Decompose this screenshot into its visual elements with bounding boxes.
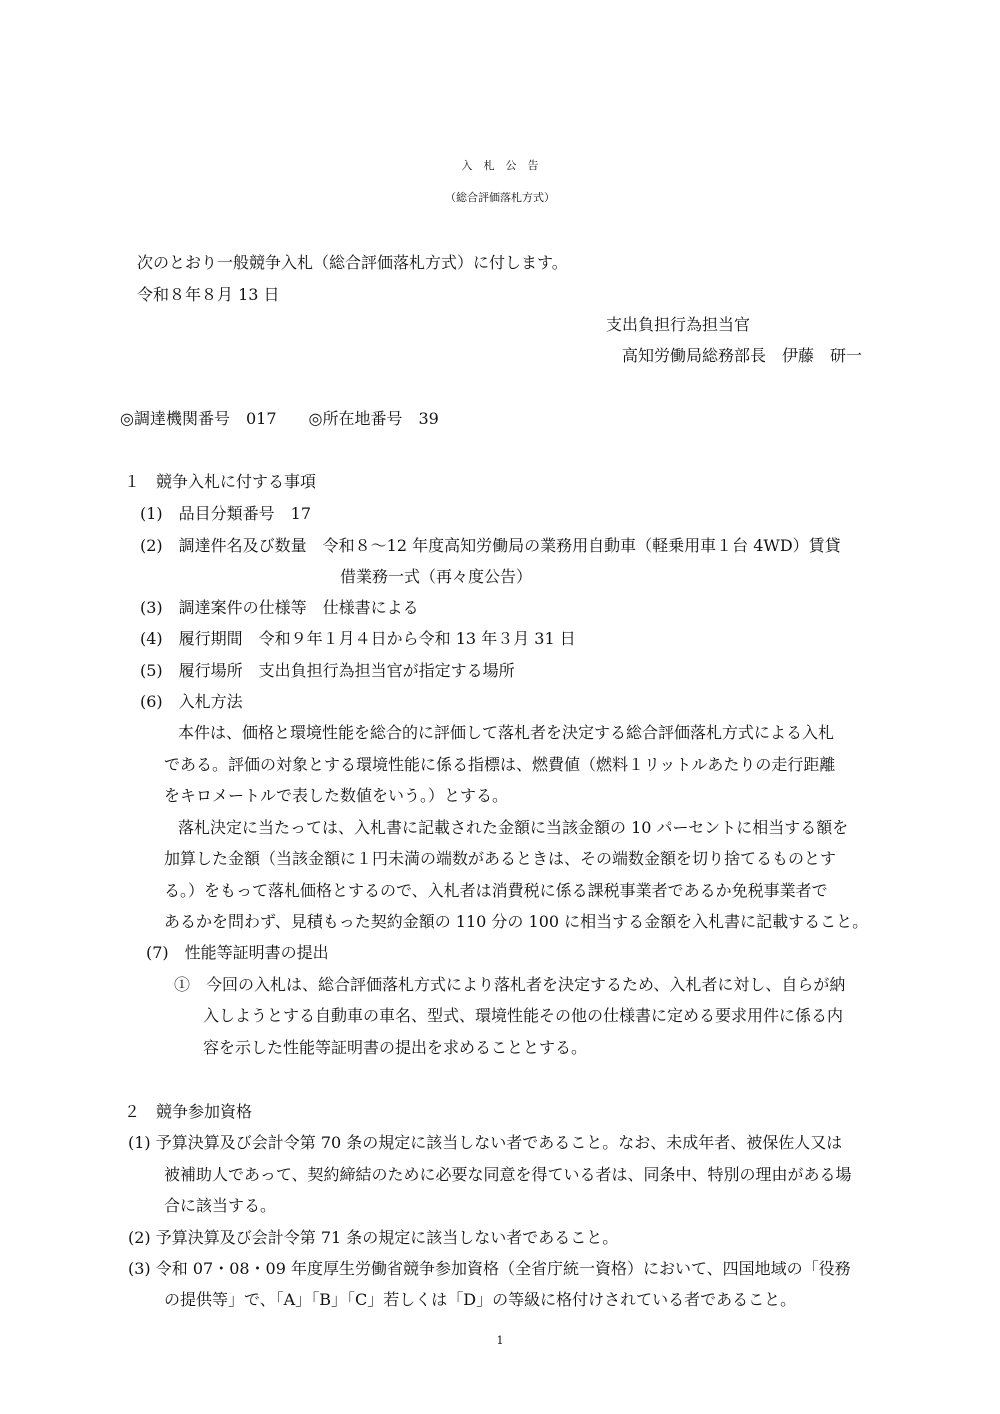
official-title: 支出負担行為担当官: [606, 315, 751, 334]
agency-codes: ◎調達機関番号 017 ◎所在地番号 39: [120, 409, 439, 428]
notice-title: 入 札 公 告: [461, 159, 539, 172]
section1-item3: (3) 調達案件の仕様等 仕様書による: [140, 598, 419, 617]
item7-point1-line2: 入しようとする自動車の車名、型式、環境性能その他の仕様書に定める要求用件に係る内: [203, 1006, 844, 1025]
item6-para1-line2: である。評価の対象とする環境性能に係る指標は、燃費値（燃料１リットルあたりの走行距離: [164, 755, 836, 774]
section2-item3-line2: の提供等」で、「A」「B」「C」若しくは「D」の等級に格付けされている者であること。: [164, 1290, 797, 1309]
section2-item1-line2: 被補助人であって、契約締結のために必要な同意を得ている者は、同条中、特別の理由がある場: [164, 1165, 852, 1184]
section2-item2: (2) 予算決算及び会計令第 71 条の規定に該当しない者であること。: [128, 1228, 619, 1247]
section1-item4: (4) 履行期間 令和９年１月４日から令和 13 年３月 31 日: [140, 629, 576, 648]
notice-subtitle: （総合評価落札方式）: [445, 191, 555, 204]
item6-para2-line3: る。）をもって落札価格とするので、入札者は消費税に係る課税事業者であるか免税事業者で: [164, 881, 828, 900]
official-name: 高知労働局総務部長 伊藤 研一: [622, 346, 863, 365]
item6-para1-line3: をキロメートルで表した数値をいう。）とする。: [164, 786, 509, 805]
item6-para2-line2: 加算した金額（当該金額に１円未満の端数があるときは、その端数金額を切り捨てるものとす: [164, 849, 837, 868]
notice-date: 令和８年８月 13 日: [137, 285, 280, 304]
section2-heading: ２ 競争参加資格: [124, 1102, 253, 1121]
section2-item1-line1: (1) 予算決算及び会計令第 70 条の規定に該当しない者であること。なお、未成年者、被保佐人又は: [128, 1133, 843, 1152]
section1-heading: １ 競争入札に付する事項: [124, 472, 317, 491]
section1-item2-line1: (2) 調達件名及び数量 令和８～12 年度高知労働局の業務用自動車（軽乗用車１台 4WD）賃貸: [140, 536, 841, 555]
section1-item1: (1) 品目分類番号 17: [140, 504, 312, 523]
intro-text: 次のとおり一般競争入札（総合評価落札方式）に付します。: [137, 253, 568, 272]
item7-point1-line3: 容を示した性能等証明書の提出を求めることとする。: [203, 1038, 588, 1057]
section2-item1-line3: 合に該当する。: [164, 1196, 277, 1215]
item6-para2-line4: あるかを問わず、見積もった契約金額の 110 分の 100 に相当する金額を入札書に記載すること。: [164, 912, 869, 931]
item6-para1-line1: 本件は、価格と環境性能を総合的に評価して落札者を決定する総合評価落札方式による入札: [178, 723, 835, 742]
page-number: 1: [496, 1334, 504, 1347]
item6-para2-line1: 落札決定に当たっては、入札書に記載された金額に当該金額の 10 パーセントに相当する額を: [178, 818, 849, 837]
section2-item3-line1: (3) 令和 07・08・09 年度厚生労働省競争参加資格（全省庁統一資格）において、四国地域の「役務: [128, 1259, 851, 1278]
section1-item5: (5) 履行場所 支出負担行為担当官が指定する場所: [140, 661, 515, 680]
section1-item2-line2: 借業務一式（再々度公告）: [340, 567, 533, 586]
item7-point1-line1: ① 今回の入札は、総合評価落札方式により落札者を決定するため、入札者に対し、自らが納: [174, 975, 846, 994]
section1-item6: (6) 入札方法: [140, 692, 243, 711]
section1-item7: (7) 性能等証明書の提出: [146, 943, 329, 962]
